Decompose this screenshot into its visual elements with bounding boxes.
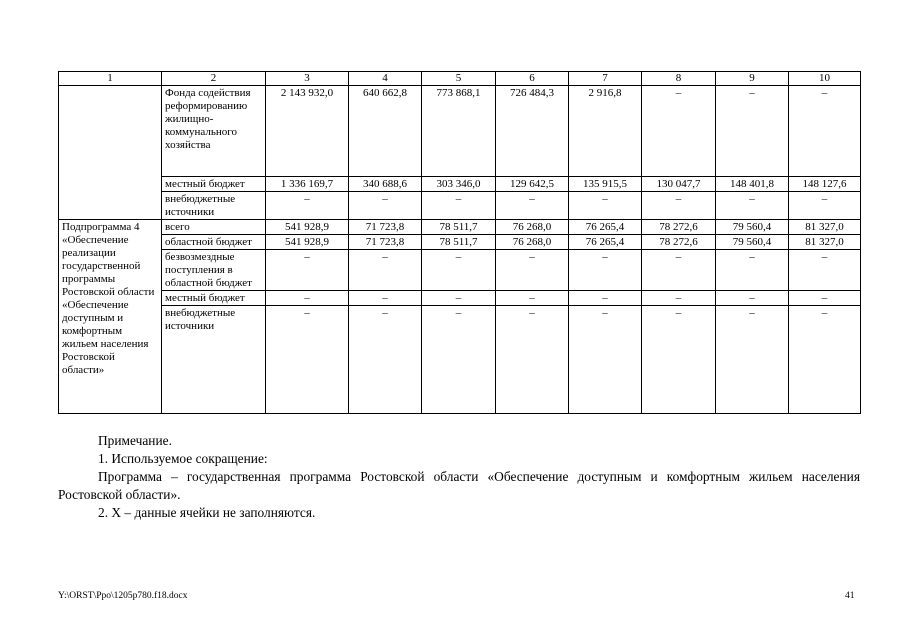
file-path: Y:\ORST\Ppo\1205p780.f18.docx bbox=[58, 591, 188, 601]
value-cell: 303 346,0 bbox=[422, 177, 496, 192]
table-row bbox=[59, 235, 861, 250]
value-cell: 773 868,1 bbox=[422, 86, 496, 177]
source-label: внебюджетные источники bbox=[162, 306, 266, 414]
value-cell: 79 560,4 bbox=[716, 220, 789, 235]
value-cell: – bbox=[422, 291, 496, 306]
value-cell: – bbox=[496, 291, 569, 306]
value-cell: 78 272,6 bbox=[642, 235, 716, 250]
program-cell-empty bbox=[59, 86, 162, 220]
notes-section bbox=[58, 432, 860, 522]
value-cell: 2 143 932,0 bbox=[266, 86, 349, 177]
value-cell: 76 268,0 bbox=[496, 235, 569, 250]
header-cell: 4 bbox=[349, 72, 422, 86]
value-cell: 541 928,9 bbox=[266, 220, 349, 235]
header-cell: 8 bbox=[642, 72, 716, 86]
value-cell: – bbox=[789, 306, 861, 414]
value-cell: – bbox=[642, 291, 716, 306]
source-label: всего bbox=[162, 220, 266, 235]
value-cell: 640 662,8 bbox=[349, 86, 422, 177]
value-cell: – bbox=[716, 250, 789, 291]
header-cell: 6 bbox=[496, 72, 569, 86]
value-cell: – bbox=[569, 291, 642, 306]
source-label: областной бюджет bbox=[162, 235, 266, 250]
notes-title: Примечание. bbox=[98, 433, 172, 448]
source-label: местный бюджет bbox=[162, 177, 266, 192]
value-cell: – bbox=[349, 306, 422, 414]
table-row bbox=[59, 177, 861, 192]
header-cell: 9 bbox=[716, 72, 789, 86]
header-cell: 10 bbox=[789, 72, 861, 86]
value-cell: – bbox=[716, 306, 789, 414]
value-cell: 76 265,4 bbox=[569, 220, 642, 235]
header-cell: 2 bbox=[162, 72, 266, 86]
value-cell: – bbox=[642, 250, 716, 291]
header-cell: 1 bbox=[59, 72, 162, 86]
table-row bbox=[59, 86, 861, 177]
value-cell: 541 928,9 bbox=[266, 235, 349, 250]
header-cell: 7 bbox=[569, 72, 642, 86]
value-cell: 79 560,4 bbox=[716, 235, 789, 250]
value-cell: – bbox=[789, 192, 861, 220]
value-cell: 340 688,6 bbox=[349, 177, 422, 192]
value-cell: 78 511,7 bbox=[422, 220, 496, 235]
value-cell: – bbox=[496, 192, 569, 220]
value-cell: 135 915,5 bbox=[569, 177, 642, 192]
value-cell: 76 268,0 bbox=[496, 220, 569, 235]
value-cell: – bbox=[716, 192, 789, 220]
value-cell: – bbox=[266, 250, 349, 291]
source-label: безвозмездные поступления в областной бюджет bbox=[162, 250, 266, 291]
table-row bbox=[59, 220, 861, 235]
value-cell: – bbox=[266, 192, 349, 220]
source-label: внебюджетные источники bbox=[162, 192, 266, 220]
value-cell: – bbox=[266, 306, 349, 414]
table-row bbox=[59, 192, 861, 220]
value-cell: 81 327,0 bbox=[789, 220, 861, 235]
program-name: Подпрограмма 4 «Обеспечение реализации государственной программы Ростовской области «Обеспечение доступным и комфортным жильем населения Ростовской области» bbox=[59, 220, 162, 414]
value-cell: – bbox=[266, 291, 349, 306]
value-cell: 78 511,7 bbox=[422, 235, 496, 250]
value-cell: 2 916,8 bbox=[569, 86, 642, 177]
value-cell: – bbox=[569, 250, 642, 291]
notes-item-2: 2. Х – данные ячейки не заполняются. bbox=[98, 505, 316, 520]
value-cell: 726 484,3 bbox=[496, 86, 569, 177]
notes-item-1-text: Программа – государственная программа Ростовской области «Обеспечение доступным и комфортным жильем населения Ростовской области». bbox=[58, 469, 860, 502]
budget-table bbox=[58, 71, 861, 414]
value-cell: 148 401,8 bbox=[716, 177, 789, 192]
value-cell: – bbox=[642, 86, 716, 177]
value-cell: – bbox=[422, 306, 496, 414]
value-cell: – bbox=[789, 250, 861, 291]
source-label: местный бюджет bbox=[162, 291, 266, 306]
page-number: 41 bbox=[845, 591, 855, 601]
value-cell: – bbox=[349, 192, 422, 220]
value-cell: 1 336 169,7 bbox=[266, 177, 349, 192]
value-cell: – bbox=[789, 291, 861, 306]
value-cell: – bbox=[349, 291, 422, 306]
value-cell: 148 127,6 bbox=[789, 177, 861, 192]
value-cell: – bbox=[422, 250, 496, 291]
value-cell: 129 642,5 bbox=[496, 177, 569, 192]
value-cell: – bbox=[642, 306, 716, 414]
value-cell: – bbox=[716, 86, 789, 177]
value-cell: – bbox=[569, 192, 642, 220]
value-cell: – bbox=[642, 192, 716, 220]
header-row bbox=[59, 72, 861, 86]
table-row bbox=[59, 250, 861, 291]
value-cell: 71 723,8 bbox=[349, 235, 422, 250]
value-cell: – bbox=[496, 250, 569, 291]
value-cell: – bbox=[496, 306, 569, 414]
header-cell: 3 bbox=[266, 72, 349, 86]
value-cell: – bbox=[422, 192, 496, 220]
value-cell: 81 327,0 bbox=[789, 235, 861, 250]
value-cell: – bbox=[789, 86, 861, 177]
value-cell: 78 272,6 bbox=[642, 220, 716, 235]
source-label: Фонда содействия реформированию жилищно-коммунального хозяйства bbox=[162, 86, 266, 177]
notes-item-1: 1. Используемое сокращение: bbox=[98, 451, 268, 466]
table-row bbox=[59, 291, 861, 306]
value-cell: 71 723,8 bbox=[349, 220, 422, 235]
value-cell: 130 047,7 bbox=[642, 177, 716, 192]
header-cell: 5 bbox=[422, 72, 496, 86]
value-cell: – bbox=[716, 291, 789, 306]
value-cell: 76 265,4 bbox=[569, 235, 642, 250]
value-cell: – bbox=[349, 250, 422, 291]
value-cell: – bbox=[569, 306, 642, 414]
table-row bbox=[59, 306, 861, 414]
